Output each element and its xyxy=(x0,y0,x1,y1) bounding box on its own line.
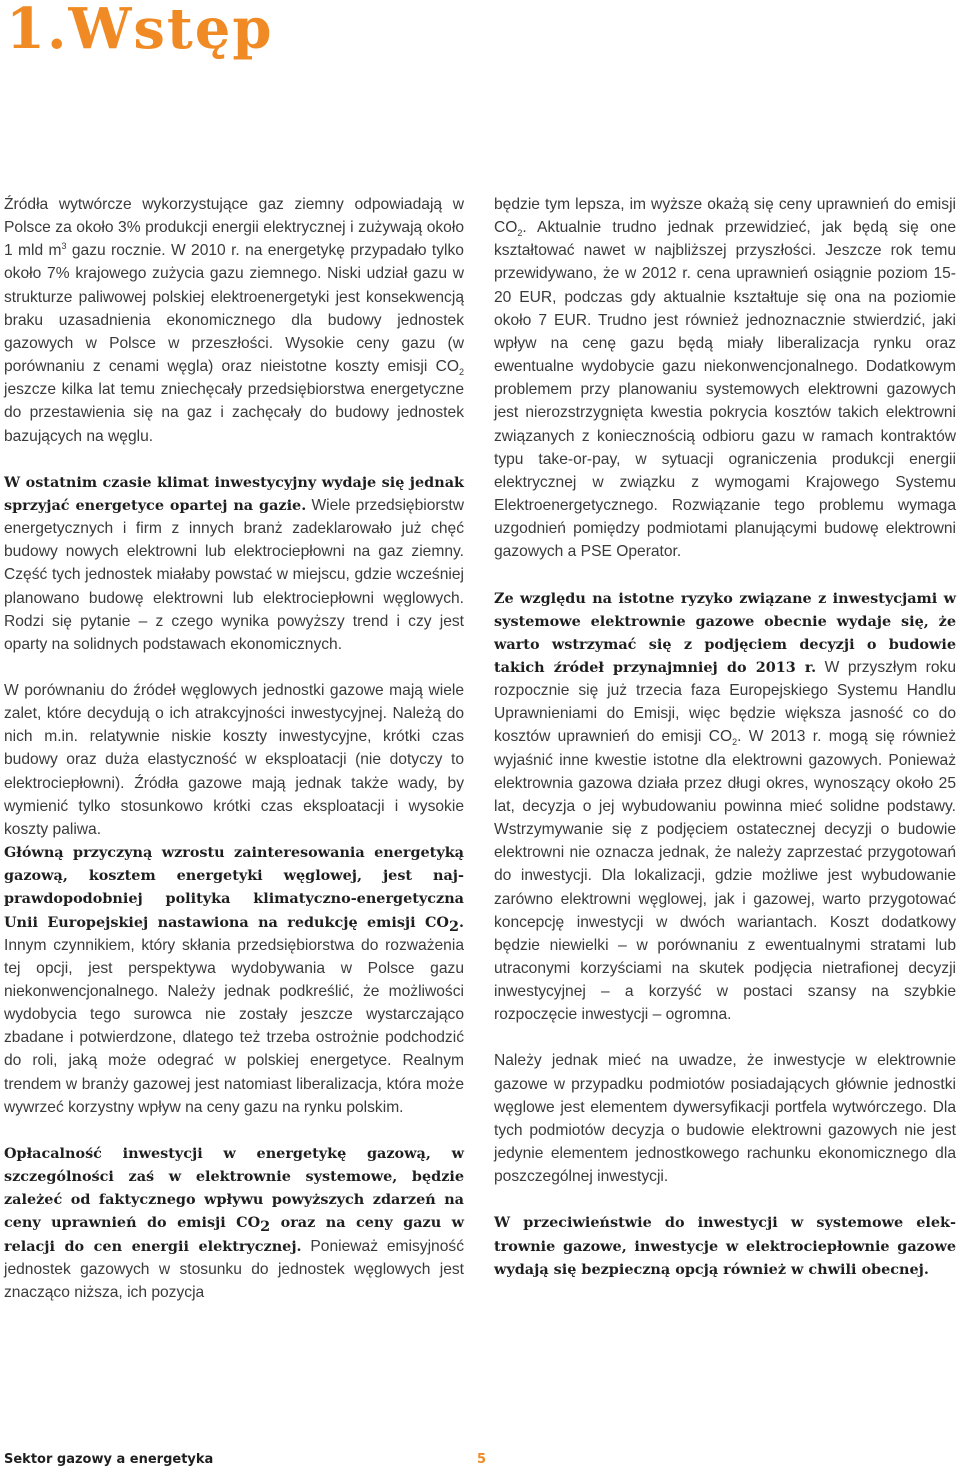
intro-paragraph: Źródła wytwórcze wykorzystujące gaz ziemny odpowiadają w Polsce za około 3% produkcji energii elektrycznej i zużywają około 1 mld $m^3$ gazu rocznie. W 2010 r. na energetykę przypadało tylko około 7% krajowego zużycia gazu ziemnego. Niski udział gazu w strukturze paliwowej polskiej elektroenergetyki jest konsekwencją braku uzasadnienia ekonomicznego dla budowy jednostek gazowych w Polsce w przeszłości. Wysokie ceny gazu (w porównaniu z cenami węgla) oraz nieistotne koszty emisji $CO_2$ jeszcze kilka lat temu zniechęcały przedsiębiorstwa energetyczne do przestawienia się na gaz i zachęcały do budowy jednostek bazujących na węglu. xyxy=(4,196,464,445)
bold-lead: W ostatnim czasie klimat inwestycyjny wydaje się jednak sprzyjać energetyce opartej na gazie. xyxy=(4,473,464,514)
page-footer xyxy=(4,1452,956,1472)
climate-policy-paragraph: Główną przyczyną wzrostu zainteresowania energetyką gazową, kosztem energetyki węglowej, jest najprawdopodobniej polityka klimatyczno-energetyczna Unii Europejskiej nastawiona na redukcję emisji $CO_2$. Innym czynnikiem, który skłania przedsiębiorstwa do rozważenia tej opcji, jest perspektywa wydobywania w Polsce gazu niekonwencjonalnego. Należy jednak podkreślić, że możliwości wydobycia tego surowca nie zostały jeszcze wystarczająco zbadane i potwierdzone, dlatego też trzeba ostrożnie podchodzić do roli, jaką może odegrać w polskiej energetyce. Realnym trendem w branży gazowej jest natomiast liberalizacja, która może wywrzeć korzystny wpływ na ceny gazu na rynku polskim. xyxy=(4,844,464,1116)
bold-lead: Główną przyczyną wzrostu zainteresowania energetyką gazową, kosztem energetyki węglowej, jest najprawdopodobniej polityka klimatyczno-energetyczna Unii Europejskiej nastawiona na redukcję emisji CO xyxy=(4,844,464,931)
prices-paragraph: będzie tym lepsza, im wyższe okażą się ceny uprawnień do emisji $CO_2$. Aktualnie trudno jednak przewidzieć, jak będą się one kształtować nawet w najbliższej przyszłości. Jeszcze rok temu przewidywano, że w 2012 r. cena uprawnień osiągnie poziom 15-20 EUR, podczas gdy aktualnie kształtuje się ona na poziomie około 7 EUR. Trudno jest również jednoznacznie stwierdzić, jaki wpływ na cenę gazu będą miały liberalizacja rynku oraz ewentualne wydobycie gazu niekonwencjonalnego. Dodatkowym problemem przy planowaniu systemowych elektrowni gazowych jest nierozstrzygnięta kwestia pokrycia kosztów takich elektrowni związanych z koniecznością odbioru gazu w ramach kontraktów typu take-or-pay, w sytuacji ograniczenia produkcji energii elektrycznej w związku z wymogami Krajowego Systemu Elektroenergetycznego. Rozwiązanie tego problemu wymaga uzgodnień pomiędzy podmiotami planującymi budowę elektrowni gazowych a PSE Operator. xyxy=(494,196,956,561)
right-column xyxy=(494,193,956,1304)
advantages-paragraph: W porównaniu do źródeł węglowych jednostki gazowe mają wiele zalet, które decydują o ich atrakcyjności inwestycyjnej. Należą do nich m.in. relatywnie niskie koszty inwestycyjne, krótki czas budowy oraz duża elastyczność w eksploatacji (nie dotyczy to elektrociepłowni). Źródła gazowe mają jednak także wady, by wymienić tylko stosunkowo krótki czas eksploatacji i wysokie koszty paliwa. xyxy=(4,681,464,838)
page-number: 5 xyxy=(477,1452,487,1467)
left-column xyxy=(4,193,464,1304)
footer-section-title: Sektor gazowy a energetyka xyxy=(4,1452,214,1467)
page-title: 1.Wstęp xyxy=(6,0,274,62)
bold-lead: Ze względu na istotne ryzyko związane z inwestycjami w systemowe elektrownie gazowe obecnie wydaje się, że warto wstrzymać się z podjęciem decyzji o budowie takich źródeł przynajmniej do 2013 r. xyxy=(494,589,956,676)
bold-lead: Opłacalność inwestycji w energetykę gazową, w szczególności zaś w elektrownie systemowe, będzie zależeć od faktycznego wpływu powyższych zdarzeń na ceny uprawnień do emisji CO xyxy=(4,1144,464,1232)
bold-lead: W przeciwieństwie do inwestycji w systemowe elektrownie gazowe, inwestycje w elektrociepłownie gazowe wydają się bezpieczną opcją również w chwili obecnej. xyxy=(494,1214,956,1278)
conclusion-paragraph xyxy=(494,1211,956,1280)
profitability-paragraph: Opłacalność inwestycji w energetykę gazową, w szczególności zaś w elektrownie systemowe, będzie zależeć od faktycznego wpływu powyższych zdarzeń na ceny uprawnień do emisji $CO_2$ oraz na ceny gazu w relacji do cen energii elektrycznej. Ponieważ emisyjność jednostek gazowych w stosunku do jednostek węglowych jest znacząco niższa, ich pozycja xyxy=(4,1144,464,1301)
climate-paragraph: W ostatnim czasie klimat inwestycyjny wydaje się jednak sprzyjać energetyce opartej na gazie. Wiele przedsiębiorstw energetycznych i firm z innych branż zadeklarowało już chęć budowy nowych elektrowni lub elektrociepłowni na gaz ziemny. Część tych jednostek miałaby powstać w miejscu, gdzie wcześniej planowano budowę elektrowni lub elektrociepłowni węglowych. Rodzi się pytanie – z czego wynika powyższy trend i czy jest oparty na solidnych podstawach ekonomicznych. xyxy=(4,473,465,653)
risk-paragraph: Ze względu na istotne ryzyko związane z inwestycjami w systemowe elektrownie gazowe obecnie wydaje się, że warto wstrzymać się z podjęciem decyzji o budowie takich źródeł przynajmniej do 2013 r. W przyszłym roku rozpocznie się już trzecia faza Europejskiego Systemu Handlu Uprawnieniami do Emisji, więc będzie większa jasność co do kosztów uprawnień do emisji $CO_2$. W 2013 r. mogą się również wyjaśnić inne kwestie istotne dla elektrowni gazowych. Ponieważ elektrownia gazowa działa przez długi okres, wynoszący około 25 lat, decyzja o jej wybudowaniu powinna mieć solidne podstawy. Wstrzymywanie się z podjęciem ostatecznej decyzji o budowie elektrowni nie oznacza jednak, że należy zaprzestać przygotowań do inwestycji. Dla lokalizacji, gdzie możliwe jest wybudowanie zarówno elektrowni węglowej, jak i gazowej, warto przygotować koncepcję inwestycji w dwóch wariantach. Koszt dodatkowy będzie niewielki – w porównaniu z ewentualnymi stratami lub utraconymi korzyściami na skutek podjęcia nietrafionej decyzji inwestycyjnej – a korzyść w postaci szansy na szybkie rozpoczęcie inwestycji – ogromna. xyxy=(494,589,957,1024)
diversification-paragraph: Należy jednak mieć na uwadze, że inwestycje w elektrownie gazowe w przypadku podmiotów posiadających głównie jednostki węglowe jest elementem dywersyfikacji portfela wytwórczego. Dla tych podmiotów decyzja o budowie elektrowni gazowych nie jest jedynie elementem jednostkowego rachunku ekonomicznego dla poszczególnej inwestycji. xyxy=(494,1052,956,1186)
